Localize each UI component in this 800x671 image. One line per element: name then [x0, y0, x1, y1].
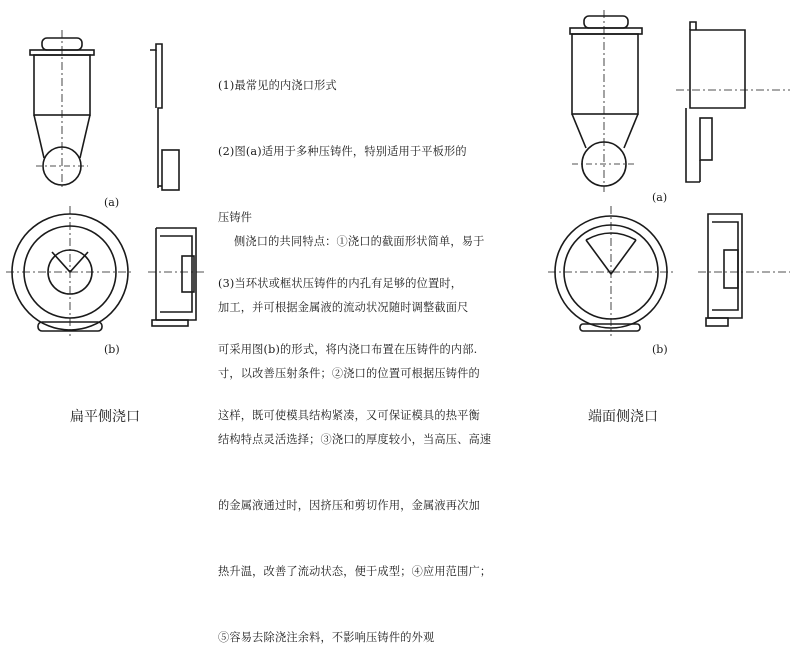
- text-line: 结构特点灵活选择；③浇口的厚度较小，当高压、高速: [218, 433, 492, 446]
- figure-tag-left-a: (a): [104, 196, 120, 209]
- right-a-section-view: [676, 22, 790, 182]
- right-b-section-view: [698, 214, 790, 326]
- text-line: 热升温，改善了流动状态，便于成型；④应用范围广；: [218, 565, 492, 578]
- figure-tag-left-b: (b): [104, 343, 120, 356]
- text-line: (1)最常见的内浇口形式: [218, 79, 337, 92]
- text-line: (3)当环状或框状压铸件的内孔有足够的位置时，: [218, 277, 463, 290]
- right-a-plan-view: [570, 10, 642, 192]
- left-b-ring-view: [6, 206, 134, 336]
- text-line: (2)图(a)适用于多种压铸件，特别适用于平板形的: [218, 145, 467, 158]
- figure-tag-right-a: (a): [652, 191, 668, 204]
- text-line: 可采用图(b)的形式，将内浇口布置在压铸件的内部.: [218, 343, 478, 356]
- caption-end-face-side-gate: 端面侧浇口: [588, 409, 658, 425]
- left-a-section-view: [150, 44, 179, 190]
- left-b-section-view: [148, 228, 205, 326]
- right-b-ring-view: [548, 206, 676, 336]
- text-line: 这样，既可使模具结构紧凑，又可保证模具的热平衡: [218, 409, 480, 422]
- text-line: 压铸件: [218, 211, 253, 224]
- left-a-plan-view: [30, 30, 94, 190]
- text-line: ⑤容易去除浇注余料，不影响压铸件的外观: [218, 631, 435, 644]
- figure-tag-right-b: (b): [652, 343, 668, 356]
- text-line: 寸，以改善压射条件；②浇口的位置可根据压铸件的: [218, 367, 480, 380]
- caption-flat-side-gate: 扁平侧浇口: [70, 409, 140, 425]
- text-line: 侧浇口的共同特点：①浇口的截面形状简单，易于: [234, 235, 485, 248]
- text-line: 的金属液通过时，因挤压和剪切作用，金属液再次加: [218, 499, 480, 512]
- text-block-side-gate-features: [218, 187, 491, 671]
- text-line: 加工，并可根据金属液的流动状况随时调整截面尺: [218, 301, 469, 314]
